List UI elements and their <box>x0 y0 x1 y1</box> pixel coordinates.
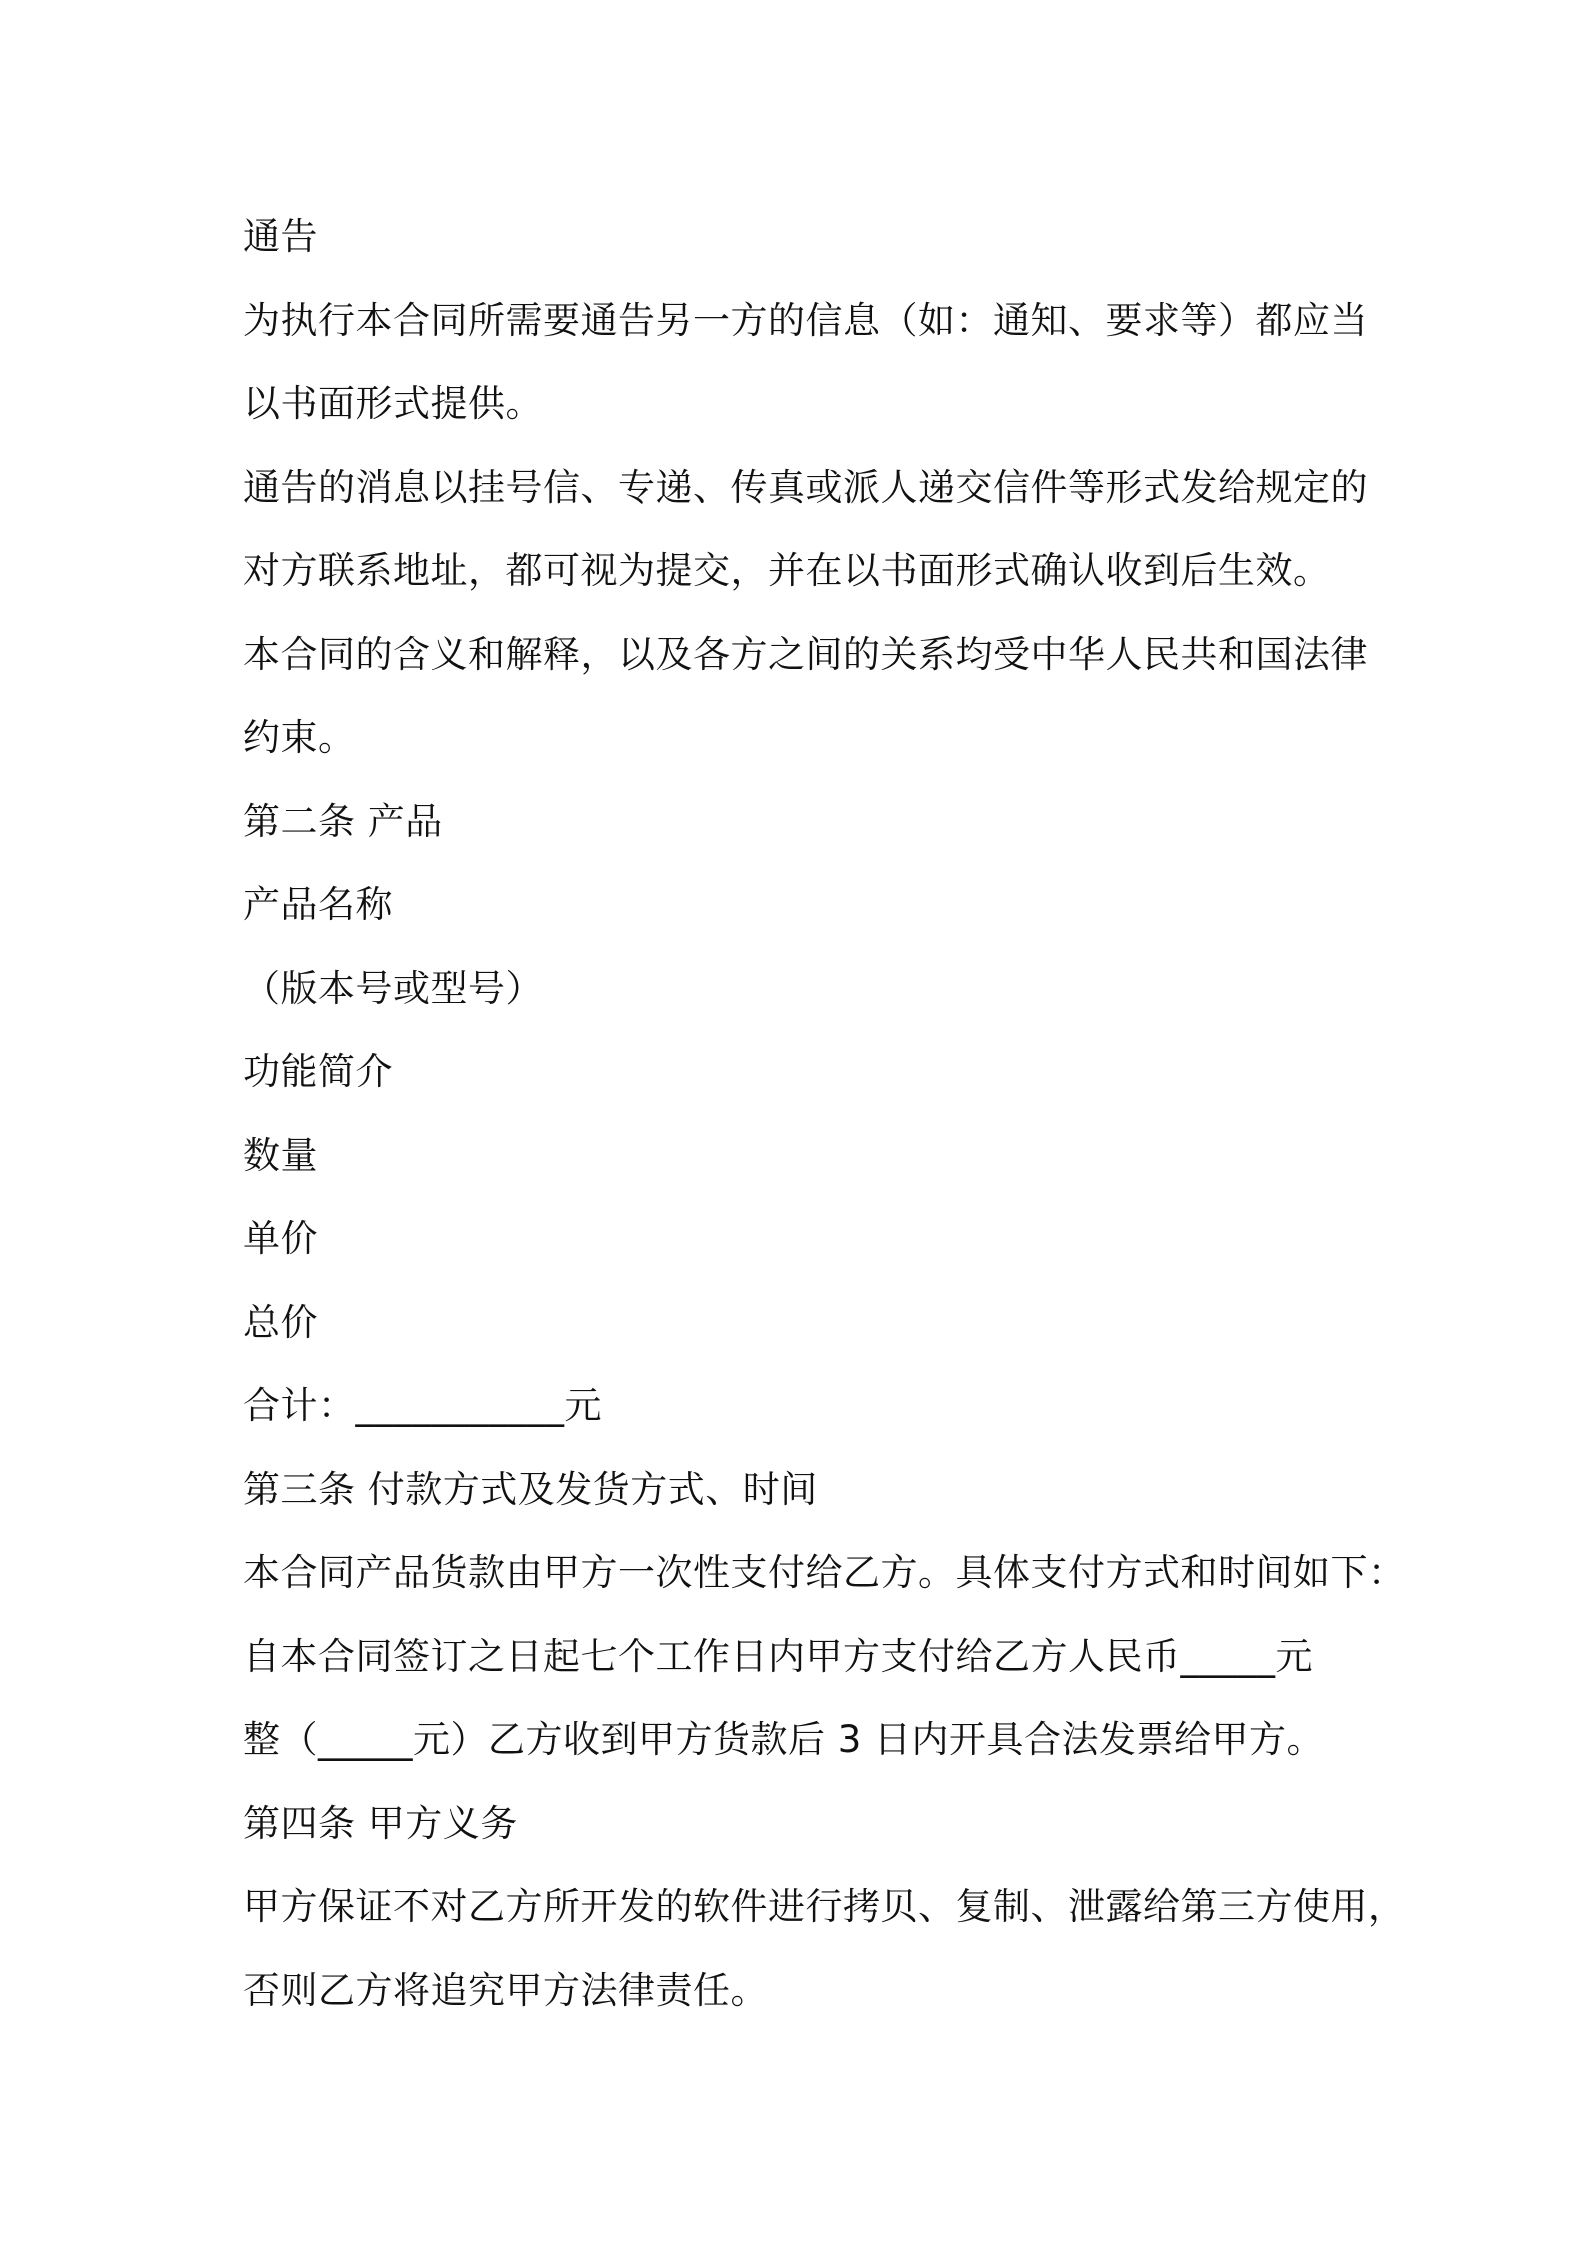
unit-price-label: 单价 <box>243 1217 318 1260</box>
product-name-label: 产品名称 <box>243 883 393 926</box>
quantity-label: 数量 <box>243 1133 318 1177</box>
section-heading-notice: 通告 <box>243 215 318 258</box>
paragraph-line: 否则乙方将追究甲方法律责任。 <box>243 1968 768 2012</box>
version-label: （版本号或型号） <box>243 966 543 1010</box>
paragraph-line: 自本合同签订之日起七个工作日内甲方支付给乙方人民币_____元 <box>243 1634 1313 1678</box>
function-label: 功能简介 <box>243 1050 393 1093</box>
article-2-heading: 第二条 产品 <box>243 799 443 843</box>
article-4-heading: 第四条 甲方义务 <box>243 1801 518 1845</box>
paragraph-line: 本合同的含义和解释，以及各方之间的关系均受中华人民共和国法律 <box>243 632 1368 676</box>
article-3-heading: 第三条 付款方式及发货方式、时间 <box>243 1467 818 1511</box>
paragraph-line: 甲方保证不对乙方所开发的软件进行拷贝、复制、泄露给第三方使用， <box>243 1885 1406 1928</box>
paragraph-line: 对方联系地址，都可视为提交，并在以书面形式确认收到后生效。 <box>243 549 1331 592</box>
document-body <box>243 195 1406 2032</box>
paragraph-line: 以书面形式提供。 <box>243 382 543 425</box>
paragraph-line: 约束。 <box>243 716 356 759</box>
paragraph-line: 为执行本合同所需要通告另一方的信息（如：通知、要求等）都应当 <box>243 298 1368 342</box>
sum-total-line: 合计：___________元 <box>243 1384 602 1427</box>
paragraph-line: 通告的消息以挂号信、专递、传真或派人递交信件等形式发给规定的 <box>243 465 1368 509</box>
total-price-label: 总价 <box>243 1300 318 1344</box>
paragraph-line: 整（_____元）乙方收到甲方货款后 3 日内开具合法发票给甲方。 <box>243 1718 1325 1761</box>
paragraph-line: 本合同产品货款由甲方一次性支付给乙方。具体支付方式和时间如下： <box>243 1551 1406 1594</box>
